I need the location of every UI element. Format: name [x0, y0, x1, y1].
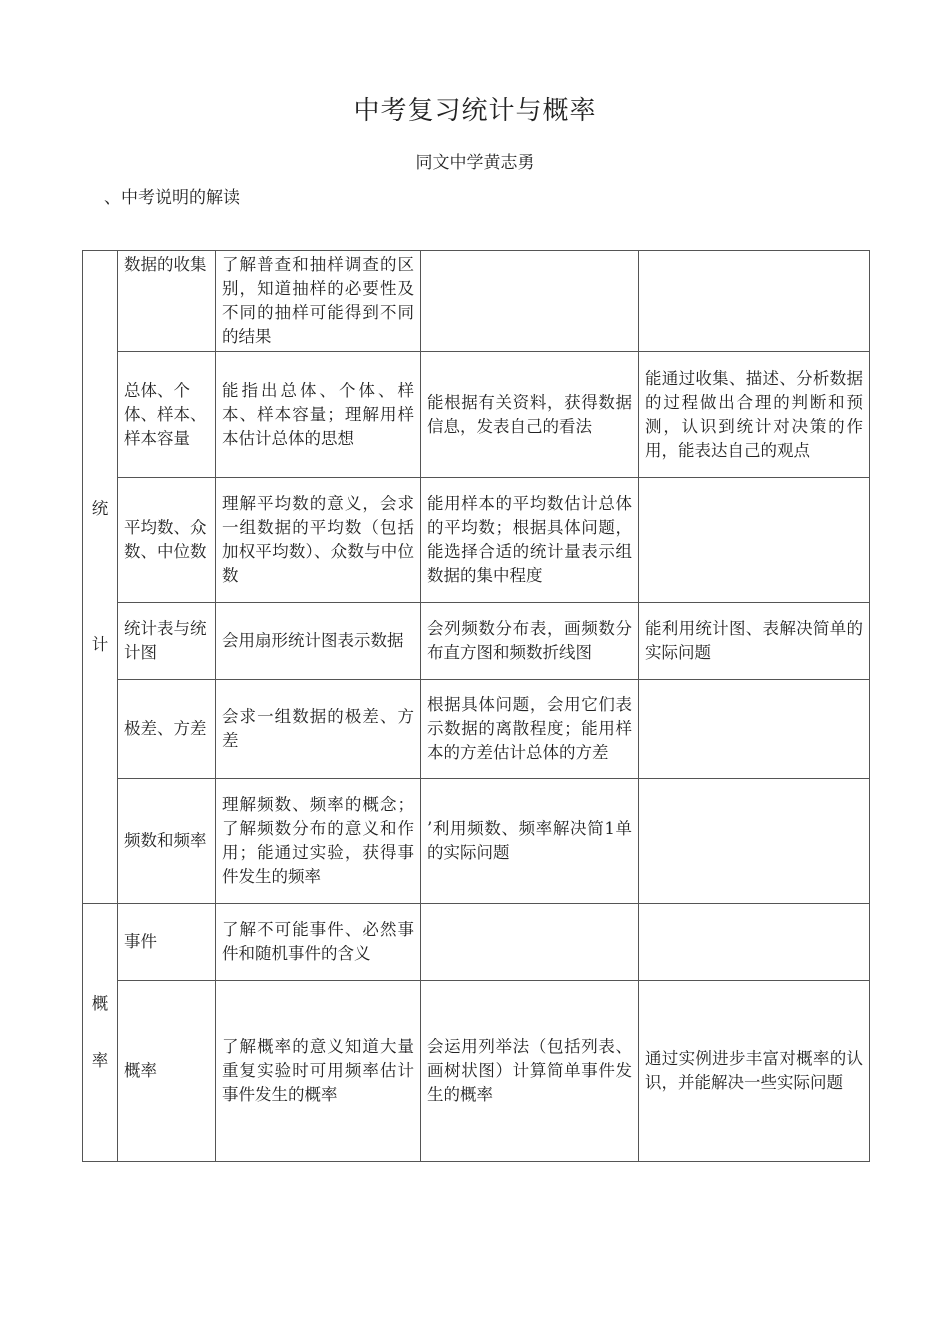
requirement-level-2: ’利用频数、频率解决简1单的实际问题: [421, 779, 639, 904]
category-char: 计: [91, 635, 109, 654]
requirement-level-1: 理解频数、频率的概念；了解频数分布的意义和作用；能通过实验，获得事件发生的频率: [216, 779, 421, 904]
requirement-level-3: [639, 779, 870, 904]
topic-cell: 平均数、众数、中位数: [118, 478, 216, 603]
category-probability: [83, 904, 118, 1162]
table-row: [83, 981, 870, 1162]
requirement-level-3: [639, 251, 870, 352]
requirement-level-1: 了解普查和抽样调查的区别，知道抽样的必要性及不同的抽样可能得到不同的结果: [216, 251, 421, 352]
requirement-level-1: 会求一组数据的极差、方差: [216, 680, 421, 779]
requirement-level-2: 会运用列举法（包括列表、画树状图）计算简单事件发生的概率: [421, 981, 639, 1162]
requirement-level-1: 会用扇形统计图表示数据: [216, 603, 421, 680]
topic-cell: 总体、个体、样本、样本容量: [118, 352, 216, 478]
table-row: [83, 680, 870, 779]
table-row: [83, 904, 870, 981]
table-row: [83, 352, 870, 478]
topic-cell: 频数和频率: [118, 779, 216, 904]
requirement-level-2: 能用样本的平均数估计总体的平均数；根据具体问题，能选择合适的统计量表示组数据的集中程度: [421, 478, 639, 603]
requirement-level-1: 了解概率的意义知道大量重复实验时可用频率估计事件发生的概率: [216, 981, 421, 1162]
category-statistics: [83, 251, 118, 904]
section-heading: 、中考说明的解读: [104, 188, 240, 208]
requirement-level-2: 能根据有关资料，获得数据信息，发表自己的看法: [421, 352, 639, 478]
topic-cell: 数据的收集: [118, 251, 216, 352]
requirement-level-3: [639, 904, 870, 981]
category-char: 率: [91, 1050, 109, 1070]
topic-cell: 极差、方差: [118, 680, 216, 779]
requirement-level-1: 理解平均数的意义，会求一组数据的平均数（包括加权平均数）、众数与中位数: [216, 478, 421, 603]
author-line: 同文中学黄志勇: [415, 153, 535, 173]
table-row: [83, 251, 870, 352]
requirement-level-2: [421, 251, 639, 352]
table-row: [83, 603, 870, 680]
table-row: [83, 779, 870, 904]
topic-cell: 概率: [118, 981, 216, 1162]
requirement-level-1: 能指出总体、个体、样本、样本容量；理解用样本估计总体的思想: [216, 352, 421, 478]
requirement-level-2: 根据具体问题，会用它们表示数据的离散程度；能用样本的方差估计总体的方差: [421, 680, 639, 779]
topic-cell: 统计表与统计图: [118, 603, 216, 680]
requirement-level-1: 了解不可能事件、必然事件和随机事件的含义: [216, 904, 421, 981]
topic-cell: 事件: [118, 904, 216, 981]
requirement-level-3: [639, 478, 870, 603]
requirement-level-2: 会列频数分布表，画频数分布直方图和频数折线图: [421, 603, 639, 680]
category-char: 概: [91, 994, 109, 1013]
requirement-level-2: [421, 904, 639, 981]
exam-outline-table: [82, 250, 870, 1162]
document-title: 中考复习统计与概率: [353, 96, 597, 126]
requirement-level-3: 能通过收集、描述、分析数据的过程做出合理的判断和预测，认识到统计对决策的作用，能表达自己的观点: [639, 352, 870, 478]
requirement-level-3: 能利用统计图、表解决简单的实际问题: [639, 603, 870, 680]
category-char: 统: [91, 498, 109, 518]
table-row: [83, 478, 870, 603]
requirement-level-3: 通过实例进步丰富对概率的认识，并能解决一些实际问题: [639, 981, 870, 1162]
requirement-level-3: [639, 680, 870, 779]
